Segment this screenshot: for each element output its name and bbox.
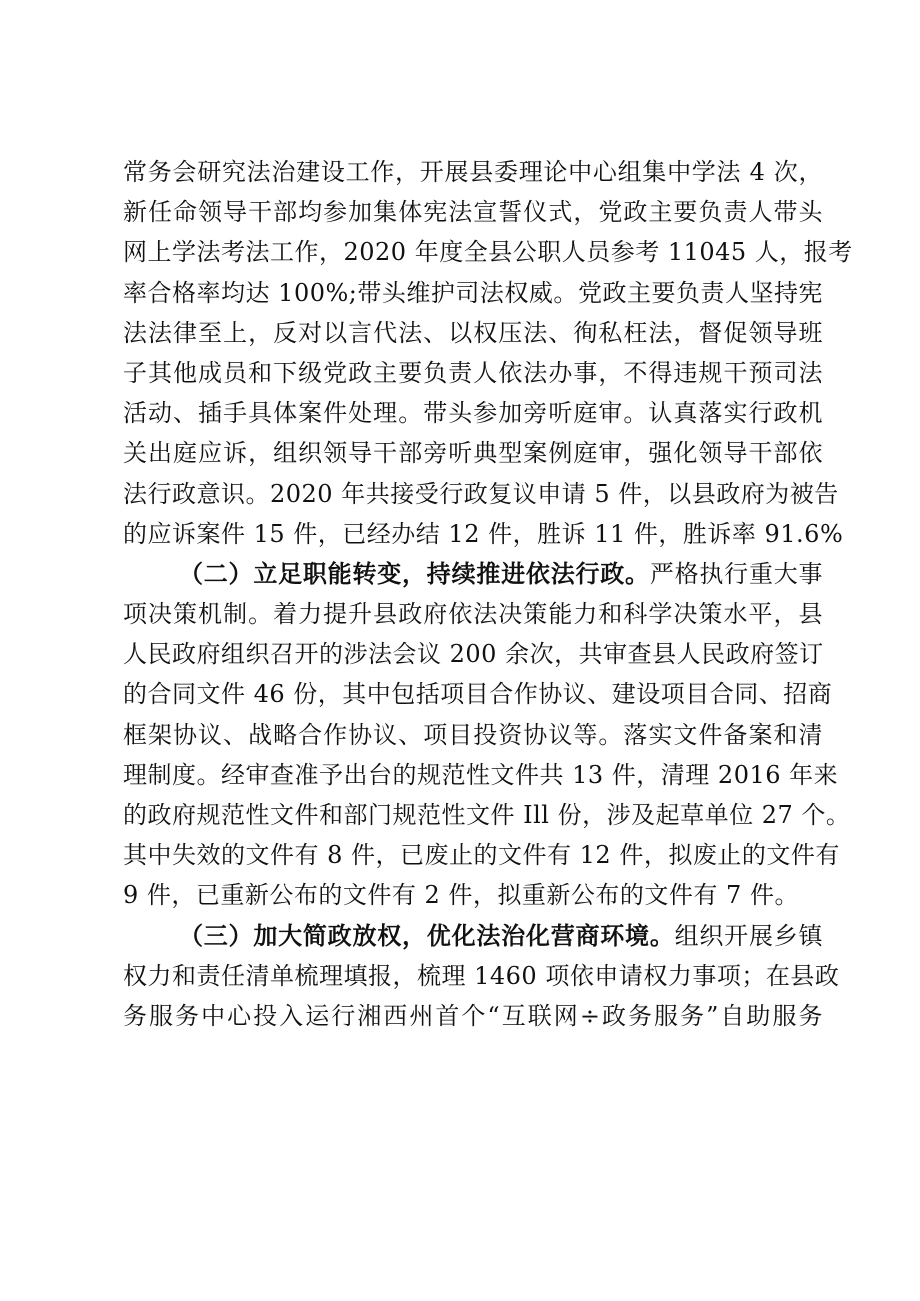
text-line: 9 件，已重新公布的文件有 2 件，拟重新公布的文件有 7 件。 [123,881,799,910]
section-heading-3: （三）加大简政放权，优化法治化营商环境。 [179,920,675,950]
text-line: 关出庭应诉，组织领导干部旁听典型案例庭审，强化领导干部依 [123,439,823,468]
text-line: 人民政府组织召开的涉法会议 200 余次，共审查县人民政府签订 [123,640,824,669]
text-span: 组织开展乡镇 [674,921,824,950]
paragraph-first-line [123,554,823,594]
text-line: 网上学法考法工作，2020 年度全县公职人员参考 11045 人，报考 [123,238,853,267]
text-line: 常务会研究法治建设工作，开展县委理论中心组集中学法 4 次， [123,158,823,186]
text-line: 率合格率均达 100%;带头维护司法权威。党政主要负责人坚持宪 [123,278,823,307]
text-line: 法行政意识。2020 年共接受行政复议申请 5 件，以县政府为被告 [123,479,839,508]
section-heading-2: （二）立足职能转变，持续推进依法行政。 [179,558,650,588]
text-line: 新任命领导干部均参加集体宪法宣誓仪式，党政主要负责人带头 [123,198,823,227]
text-line: 法法律至上，反对以言代法、以权压法、徇私枉法，督促领导班 [123,318,823,347]
text-line: 项决策机制。着力提升县政府依法决策能力和科学决策水平，县 [123,600,823,629]
text-line: 的合同文件 46 份，其中包括项目合作协议、建设项目合同、招商 [123,680,833,709]
text-line: 的应诉案件 15 件，已经办结 12 件，胜诉 11 件，胜诉率 91.6% [123,519,844,548]
paragraph-first-line [123,916,823,956]
text-line: 框架协议、战略合作协议、项目投资协议等。落实文件备案和清 [123,720,823,749]
text-span: 严格执行重大事 [649,559,824,588]
text-line: 活动、插手具体案件处理。带头参加旁听庭审。认真落实行政机 [123,399,823,428]
text-line: 子其他成员和下级党政主要负责人依法办事，不得违规干预司法 [123,358,823,387]
paragraph-administration-by-law [123,554,851,916]
text-line: 的政府规范性文件和部门规范性文件 Ill 份，涉及起草单位 27 个。 [123,801,851,829]
paragraph-rule-of-law-leadership [123,152,853,554]
text-line: 其中失效的文件有 8 件，已废止的文件有 12 件，拟废止的文件有 [123,841,840,870]
text-line: 权力和责任清单梳理填报，梳理 1460 项依申请权力事项；在县政 [123,961,840,990]
text-line: 理制度。经审查准予出台的规范性文件共 13 件，清理 2016 年来 [123,760,839,789]
text-line: 务服务中心投入运行湘西州首个“互联网÷政务服务”自助服务 [123,1001,823,1030]
paragraph-streamline-administration [123,916,840,1037]
document-page [123,152,853,1036]
